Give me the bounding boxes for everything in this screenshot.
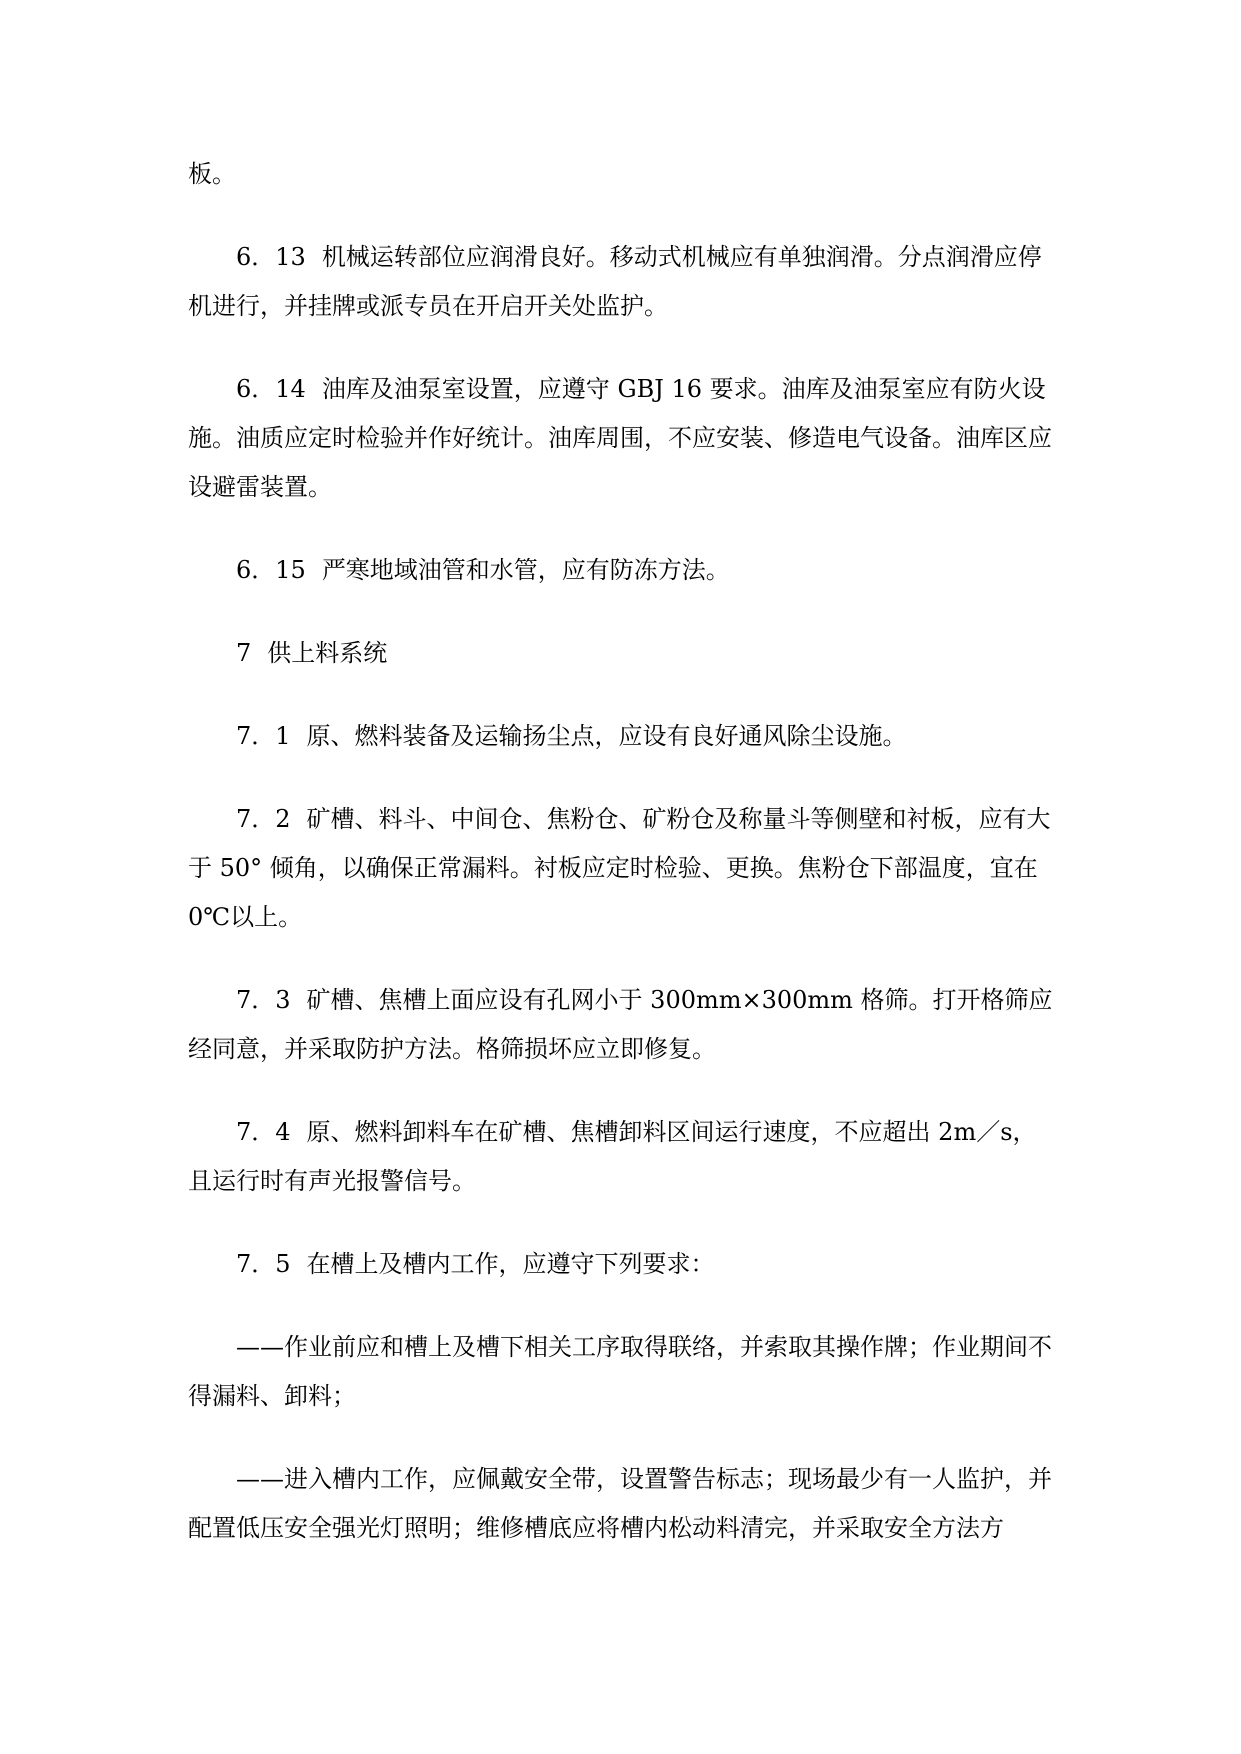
clause-text: 机械运转部位应润滑良好。移动式机械应有单独润滑。分点润滑应停机进行，并挂牌或派专员在开启开关处监护。 bbox=[188, 243, 1042, 320]
list-item-text: ——作业前应和槽上及槽下相关工序取得联络，并索取其操作牌；作业期间不得漏料、卸料； bbox=[188, 1333, 1052, 1410]
clause-number: 7．4 bbox=[236, 1118, 291, 1146]
list-item-text: ——进入槽内工作，应佩戴安全带，设置警告标志；现场最少有一人监护，并配置低压安全强光灯照明；维修槽底应将槽内松动料清完，并采取安全方法方 bbox=[188, 1465, 1052, 1542]
clause-7-4 bbox=[188, 1108, 1058, 1206]
clause-number: 7．2 bbox=[236, 805, 291, 833]
section-title: 供上料系统 bbox=[267, 639, 388, 667]
section-7-heading bbox=[188, 629, 1058, 678]
clause-text: 矿槽、焦槽上面应设有孔网小于 300mm×300mm 格筛。打开格筛应经同意，并采取防护方法。格筛损坏应立即修复。 bbox=[188, 986, 1053, 1063]
clause-text: 油库及油泵室设置，应遵守 GBJ 16 要求。油库及油泵室应有防火设施。油质应定时检验并作好统计。油库周围，不应安装、修造电气设备。油库区应设避雷装置。 bbox=[188, 375, 1052, 501]
document-body bbox=[188, 150, 1058, 1587]
clause-text: 严寒地域油管和水管，应有防冻方法。 bbox=[321, 556, 730, 584]
clause-6-15 bbox=[188, 546, 1058, 595]
clause-6-13 bbox=[188, 233, 1058, 331]
clause-number: 6．15 bbox=[236, 556, 306, 584]
clause-7-5 bbox=[188, 1240, 1058, 1289]
clause-number: 7．3 bbox=[236, 986, 291, 1014]
clause-number: 7．1 bbox=[236, 722, 291, 750]
clause-number: 6．13 bbox=[236, 243, 306, 271]
clause-text: 原、燃料卸料车在矿槽、焦槽卸料区间运行速度，不应超出 2m／s，且运行时有声光报警信号。 bbox=[188, 1118, 1037, 1195]
clause-text: 矿槽、料斗、中间仓、焦粉仓、矿粉仓及称量斗等侧壁和衬板，应有大于 50° 倾角，以确保正常漏料。衬板应定时检验、更换。焦粉仓下部温度，宜在 0℃以上。 bbox=[188, 805, 1051, 931]
clause-7-3 bbox=[188, 976, 1058, 1074]
clause-7-1 bbox=[188, 712, 1058, 761]
section-number: 7 bbox=[236, 639, 252, 667]
clause-number: 6．14 bbox=[236, 375, 306, 403]
paragraph-text: 板。 bbox=[188, 160, 236, 188]
paragraph-continuation bbox=[188, 150, 1058, 199]
clause-text: 原、燃料装备及运输扬尘点，应设有良好通风除尘设施。 bbox=[306, 722, 907, 750]
clause-7-2 bbox=[188, 795, 1058, 942]
clause-number: 7．5 bbox=[236, 1250, 291, 1278]
list-item-dash bbox=[188, 1455, 1058, 1553]
clause-6-14 bbox=[188, 365, 1058, 512]
list-item-dash bbox=[188, 1323, 1058, 1421]
clause-text: 在槽上及槽内工作，应遵守下列要求： bbox=[306, 1250, 715, 1278]
